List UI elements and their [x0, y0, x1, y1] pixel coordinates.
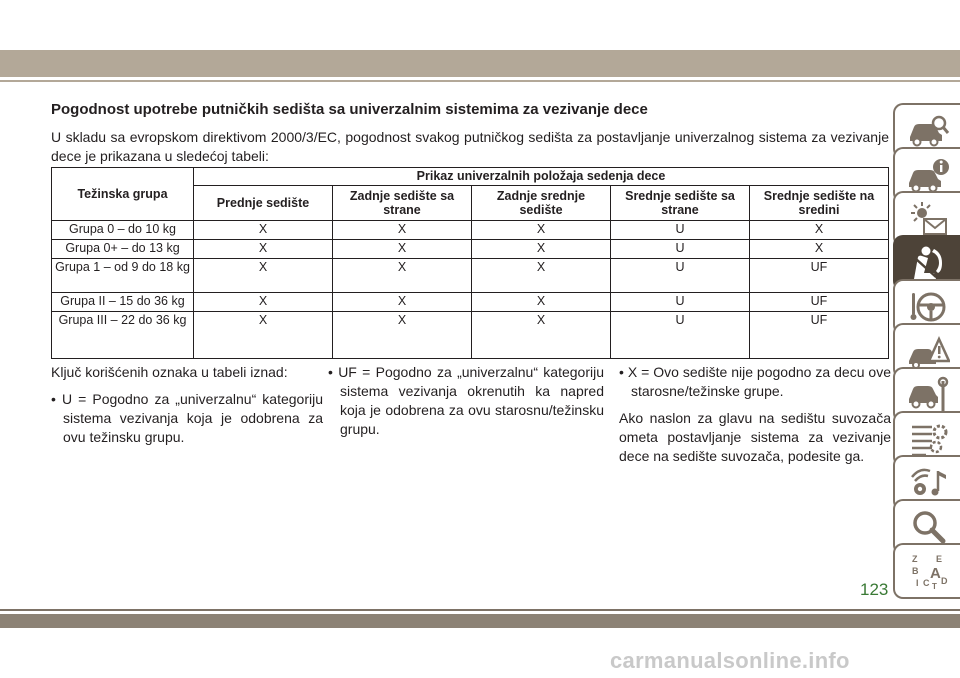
- weight-group-cell: Grupa III – 22 do 36 kg: [52, 312, 194, 359]
- weight-group-cell: Grupa 0+ – do 13 kg: [52, 240, 194, 259]
- table-cell: U: [611, 293, 750, 312]
- warning-lights-icon: [906, 199, 950, 239]
- table-cell: X: [333, 259, 472, 293]
- footer-divider: [0, 609, 960, 611]
- column-header: Zadnje sedište sa strane: [333, 186, 472, 221]
- table-row: [52, 221, 889, 240]
- header-divider: [0, 80, 960, 82]
- road-warning-icon: [906, 331, 950, 371]
- index-letter: C: [922, 578, 929, 588]
- table-cell: U: [611, 312, 750, 359]
- index-letter: A: [929, 565, 941, 582]
- table-cell: X: [472, 221, 611, 240]
- section-title: Pogodnost upotrebe putničkih sedišta sa univerzalnim sistemima za vezivanje dece: [51, 101, 648, 118]
- table-cell: X: [472, 240, 611, 259]
- table-row: [52, 293, 889, 312]
- index-letter: D: [940, 576, 947, 586]
- key-u: • U = Pogodno za „univerzalnu“ kategoriju sistema vezivanja koja je odobrena za ovu težinsku grupu.: [51, 391, 323, 445]
- weight-group-cell: Grupa 1 – od 9 do 18 kg: [52, 259, 194, 293]
- table-cell: X: [194, 221, 333, 240]
- table-cell: X: [472, 312, 611, 359]
- index-letter: I: [915, 578, 919, 588]
- key-title: Ključ korišćenih oznaka u tabeli iznad:: [51, 364, 288, 380]
- table-cell: X: [194, 240, 333, 259]
- page-number: 123: [860, 580, 889, 599]
- steering-wheel-icon: [906, 287, 950, 327]
- key-column-1: [51, 363, 323, 455]
- table-cell: X: [750, 240, 889, 259]
- index-letter: T: [931, 582, 937, 591]
- seating-positions-header: Prikaz univerzalnih položaja sedenja dece: [194, 168, 889, 186]
- chapter-tab-alphabetical-index[interactable]: [893, 543, 960, 599]
- column-header: Srednje sedište sa strane: [611, 186, 750, 221]
- car-service-icon: [906, 375, 950, 415]
- weight-group-header: Težinska grupa: [52, 168, 194, 221]
- column-header: Zadnje srednje sedište: [472, 186, 611, 221]
- key-uf: • UF = Pogodno za „univerzalnu“ kategoriju sistema vezivanja okrenutih ka napred koja je odobrena za ovu starosnu/težinsku grupu.: [328, 364, 604, 437]
- header-bar: [0, 50, 960, 77]
- key-x: • X = Ovo sedište nije pogodno za decu ove starosne/težinske grupe.: [619, 364, 891, 399]
- column-header: Srednje sedište na sredini: [750, 186, 889, 221]
- table-cell: U: [611, 240, 750, 259]
- index-letter: B: [911, 566, 918, 576]
- key-column-3: [619, 363, 891, 474]
- intro-paragraph: U skladu sa evropskom direktivom 2000/3/EC, pogodnost svakog putničkog sedišta za postavljanje univerzalnog sistema za vezivanje dece je prikazana u sledećoj tabeli:: [51, 129, 889, 164]
- index-letter: Z: [911, 554, 917, 564]
- weight-group-cell: Grupa 0 – do 10 kg: [52, 221, 194, 240]
- column-header: Prednje sedište: [194, 186, 333, 221]
- key-column-2: [328, 363, 604, 447]
- table-cell: X: [333, 312, 472, 359]
- seat-safety-icon: [906, 243, 950, 283]
- car-info-icon: [906, 155, 950, 195]
- table-cell: U: [611, 259, 750, 293]
- table-cell: X: [472, 259, 611, 293]
- headrest-note: Ako naslon za glavu na sedištu suvozača ometa postavljanje sistema za vezivanje dece na sedište suvozača, podesite ga.: [619, 410, 891, 464]
- multimedia-icon: [906, 463, 950, 503]
- search-icon: [906, 507, 950, 547]
- table-cell: UF: [750, 259, 889, 293]
- table-cell: X: [194, 259, 333, 293]
- table-cell: X: [194, 293, 333, 312]
- index-letter: E: [935, 554, 942, 564]
- table-cell: X: [333, 221, 472, 240]
- table-cell: X: [194, 312, 333, 359]
- table-row: [52, 259, 889, 293]
- table-cell: X: [333, 240, 472, 259]
- watermark: carmanualsonline.info: [610, 648, 850, 673]
- table-cell: U: [611, 221, 750, 240]
- table-cell: UF: [750, 312, 889, 359]
- child-seat-suitability-table: [51, 167, 889, 359]
- weight-group-cell: Grupa II – 15 do 36 kg: [52, 293, 194, 312]
- alphabet-index-icon: [906, 551, 950, 591]
- table-cell: X: [472, 293, 611, 312]
- table-row: [52, 240, 889, 259]
- table-row: [52, 312, 889, 359]
- table-cell: UF: [750, 293, 889, 312]
- table-cell: X: [750, 221, 889, 240]
- car-magnifier-icon: [906, 111, 950, 151]
- table-cell: X: [333, 293, 472, 312]
- maintenance-list-icon: [906, 419, 950, 459]
- footer-bar: [0, 614, 960, 628]
